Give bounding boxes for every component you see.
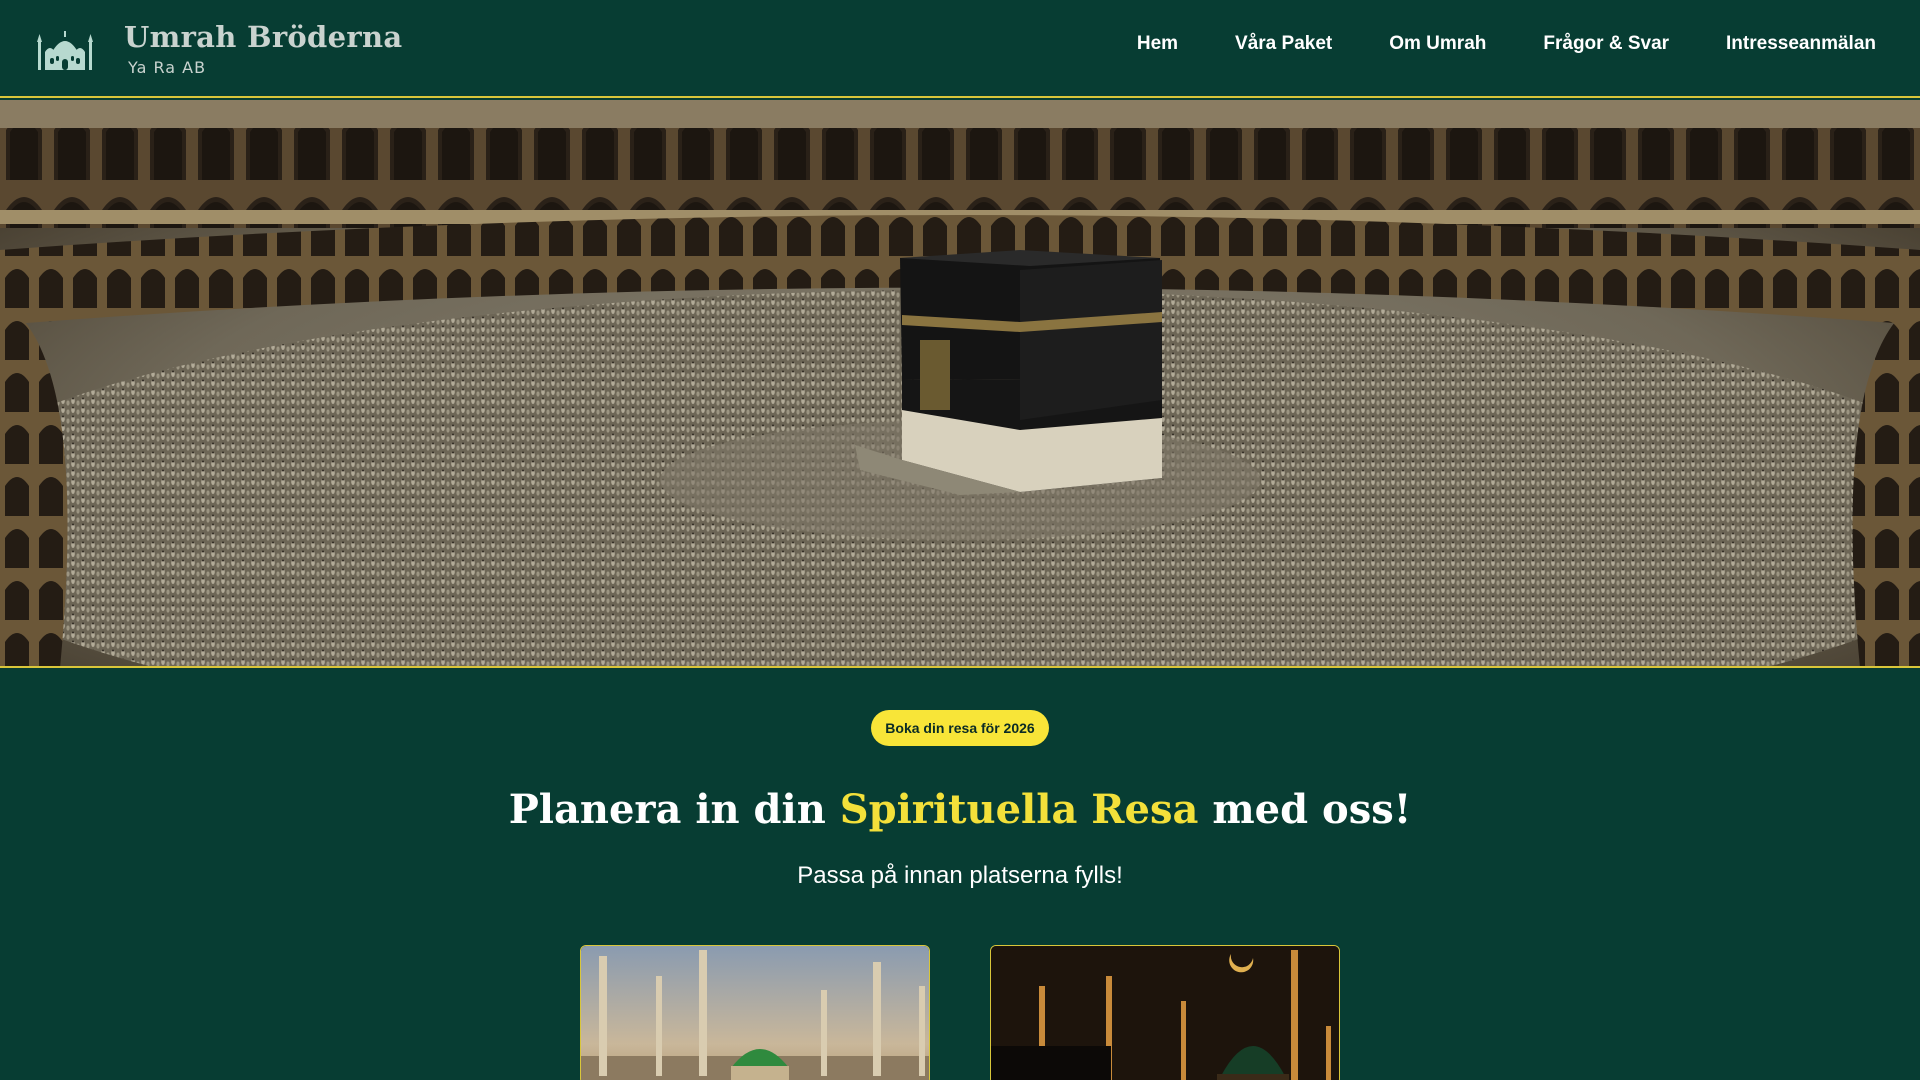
madinah-mosque-image: [581, 946, 930, 1080]
nav-item-om-umrah[interactable]: Om Umrah: [1389, 33, 1487, 54]
mosque-icon: [36, 28, 94, 74]
headline-accent: Spirituella Resa: [839, 786, 1199, 833]
nav-item-hem[interactable]: Hem: [1136, 33, 1179, 54]
headline-part-1: Planera in din: [508, 786, 840, 833]
package-card-2[interactable]: [990, 945, 1340, 1080]
brand[interactable]: [36, 20, 402, 77]
nav-item-vara-paket[interactable]: Våra Paket: [1235, 33, 1333, 54]
site-header: [0, 0, 1920, 98]
nav-item-fragor-svar[interactable]: Frågor & Svar: [1543, 33, 1670, 54]
headline-part-2: med oss!: [1198, 786, 1412, 833]
booking-badge[interactable]: Boka din resa för 2026: [871, 710, 1049, 746]
brand-text: [124, 20, 402, 77]
main-nav: [1080, 0, 1876, 88]
package-card-1[interactable]: [580, 945, 930, 1080]
site-title: Umrah Bröderna: [124, 19, 403, 54]
hero-image: [0, 100, 1920, 668]
site-subtitle: Ya Ra AB: [128, 57, 207, 77]
page-headline: [0, 786, 1920, 833]
kaaba-night-image: [991, 946, 1340, 1080]
page-subline: Passa på innan platserna fylls!: [797, 862, 1123, 889]
nav-item-intresseanmalan[interactable]: Intresseanmälan: [1726, 33, 1876, 54]
